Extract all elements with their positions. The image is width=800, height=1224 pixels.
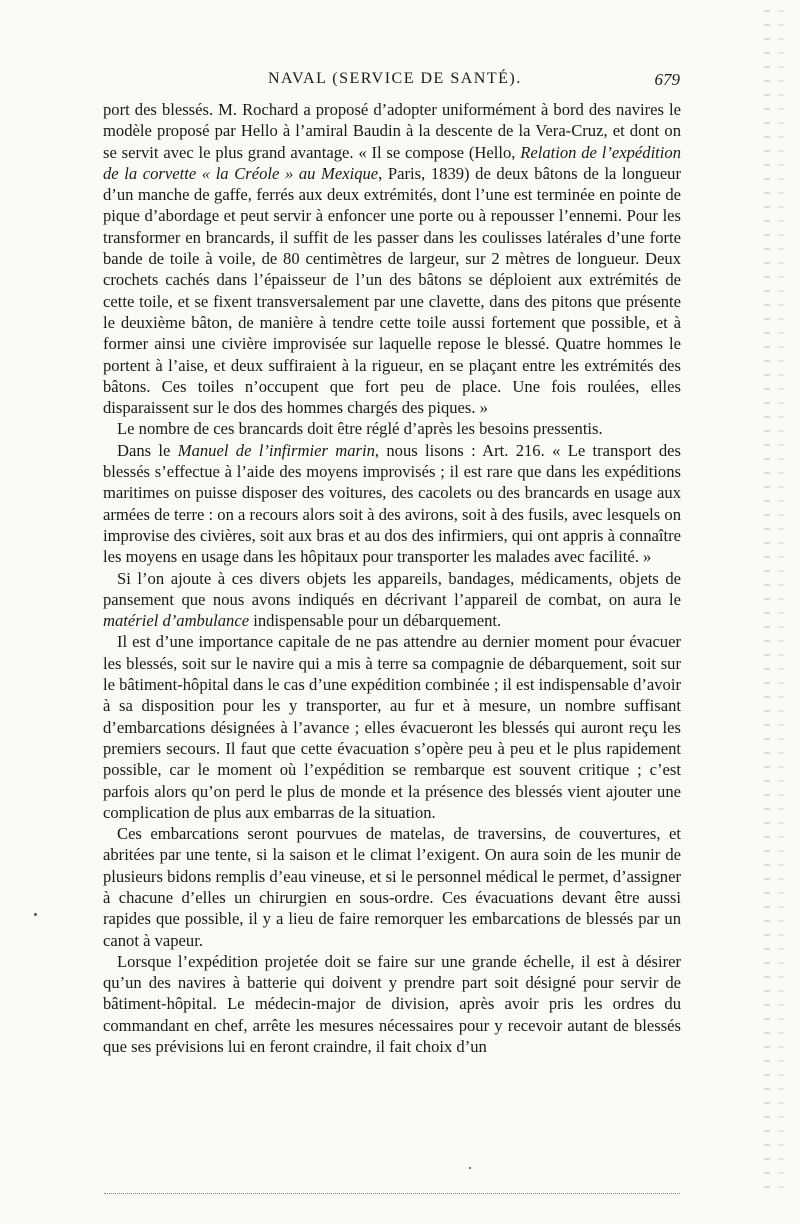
scan-speck	[469, 1167, 471, 1169]
paragraph	[103, 440, 681, 568]
page-header	[100, 70, 680, 96]
text-run: Le nombre de ces brancards doit être réglé d’après les besoins pressentis.	[117, 419, 603, 439]
text-run: , nous lisons : Art. 216. « Le transport des blessés s’effectue à l’aide des moyens improvisés ; il est rare que dans les expéditions maritimes on puisse disposer des voitures, des cacolets ou des brancards en usage aux armées de terre : on a recours alors soit à des avirons, soit à des fusils, avec lesquels on improvise des civières, soit aux bras et au dos des infirmiers, qui ont appris à connaître les moyens en usage dans les hôpitaux pour transporter les malades avec facilité. »	[103, 440, 681, 567]
scan-margin-marks	[764, 10, 770, 1200]
text-run: Si l’on ajoute à ces divers objets les appareils, bandages, médicaments, objets de pansement que nous avons indiqués en décrivant l’appareil de combat, on aura le	[103, 568, 681, 609]
paragraph	[103, 631, 681, 823]
text-run: Lorsque l’expédition projetée doit se faire sur une grande échelle, il est à désirer qu’un des navires à batterie qui doivent y prendre part soit désigné pour servir de bâtiment-hôpital. Le médecin-major de division, après avoir pris les ordres du commandant en chef, arrête les mesures nécessaires pour y recevoir autant de blessés que ses prévisions lui en feront craindre, il fait choix d’un	[103, 951, 681, 1057]
paragraph	[103, 951, 681, 1057]
paragraph	[103, 99, 681, 418]
text-run: Ces embarcations seront pourvues de matelas, de traversins, de couvertures, et abritées par une tente, si la saison et le climat l’exigent. On aura soin de les munir de plusieurs bidons remplis d’eau vineuse, et si le personnel médical le permet, d’assigner à chacune d’elles un chirurgien en sous-ordre. Ces évacuations devant être aussi rapides que possible, il y a lieu de faire remorquer les embarcations de blessés par un canot à vapeur.	[103, 824, 681, 950]
italic-title: Relation de l’expédition de la corvette « la Créole » au Mexique	[103, 142, 681, 183]
text-run: port des blessés. M. Rochard a proposé d’adopter uniformément à bord des navires le modèle proposé par Hello à l’amiral Baudin à la descente de la Vera-Cruz, et dont on se servit avec le plus grand avantage. « Il se compose (Hello,	[103, 100, 681, 162]
italic-title: matériel d’ambulance	[103, 611, 250, 631]
paragraph	[103, 568, 681, 632]
scan-margin-marks-secondary	[778, 10, 784, 1200]
italic-title: Manuel de l’infirmier marin	[177, 440, 375, 460]
bottom-dotted-rule	[104, 1193, 680, 1194]
text-run: Il est d’une importance capitale de ne pas attendre au dernier moment pour évacuer les blessés, soit sur le navire qui a mis à terre sa compagnie de débarquement, soit sur le bâtiment-hôpital dans le cas d’une expédition combinée ; il est indispensable d’avoir à sa disposition pour les y transporter, au fur et à mesure, un nombre suffisant d’embarcations désignées à l’avance ; elles évacueront les blessés qui auront reçu les premiers secours. Il faut que cette évacuation s’opère peu à peu et le plus rapidement possible, car le moment où l’expédition se rembarque est souvent critique ; c’est parfois alors qu’on perd le plus de monde et la présence des blessés vient ajouter une complication de plus aux embarras de la situation.	[103, 632, 681, 822]
paragraph	[103, 823, 681, 951]
text-run: indispensable pour un débarquement.	[249, 611, 502, 631]
text-run: , Paris, 1839) de deux bâtons de la longueur d’un manche de gaffe, ferrés aux deux extrémités, dont l’une est terminée en pointe de pique d’abordage et peut servir à enfoncer une porte ou à repousser l’ennemi. Pour les transformer en brancards, il suffit de les passer dans les coulisses latérales d’une forte bande de toile à voile, de 80 centimètres de largeur, sur 2 mètres de longueur. Deux crochets cachés dans l’épaisseur de l’un des bâtons se déploient aux extrémités de cette toile, et se fixent transversalement par une clavette, dans des pitons que présente le deuxième bâton, de manière à tendre cette toile aussi fortement que possible, et à former ainsi une civière improvisée sur laquelle repose le blessé. Quatre hommes le portent à l’aise, et deux suffiraient à la rigueur, en se plaçant entre les extrémités des bâtons. Ces toiles n’occupent que fort peu de place. Une fois roulées, elles disparaissent sur le dos des hommes chargés des piques. »	[103, 163, 682, 418]
body-text	[103, 99, 681, 1057]
page-number: 679	[654, 70, 680, 89]
running-title: NAVAL (SERVICE DE SANTÉ).	[268, 70, 522, 87]
scan-speck	[34, 913, 37, 916]
text-run: Dans le	[117, 440, 178, 460]
paragraph	[103, 418, 681, 439]
